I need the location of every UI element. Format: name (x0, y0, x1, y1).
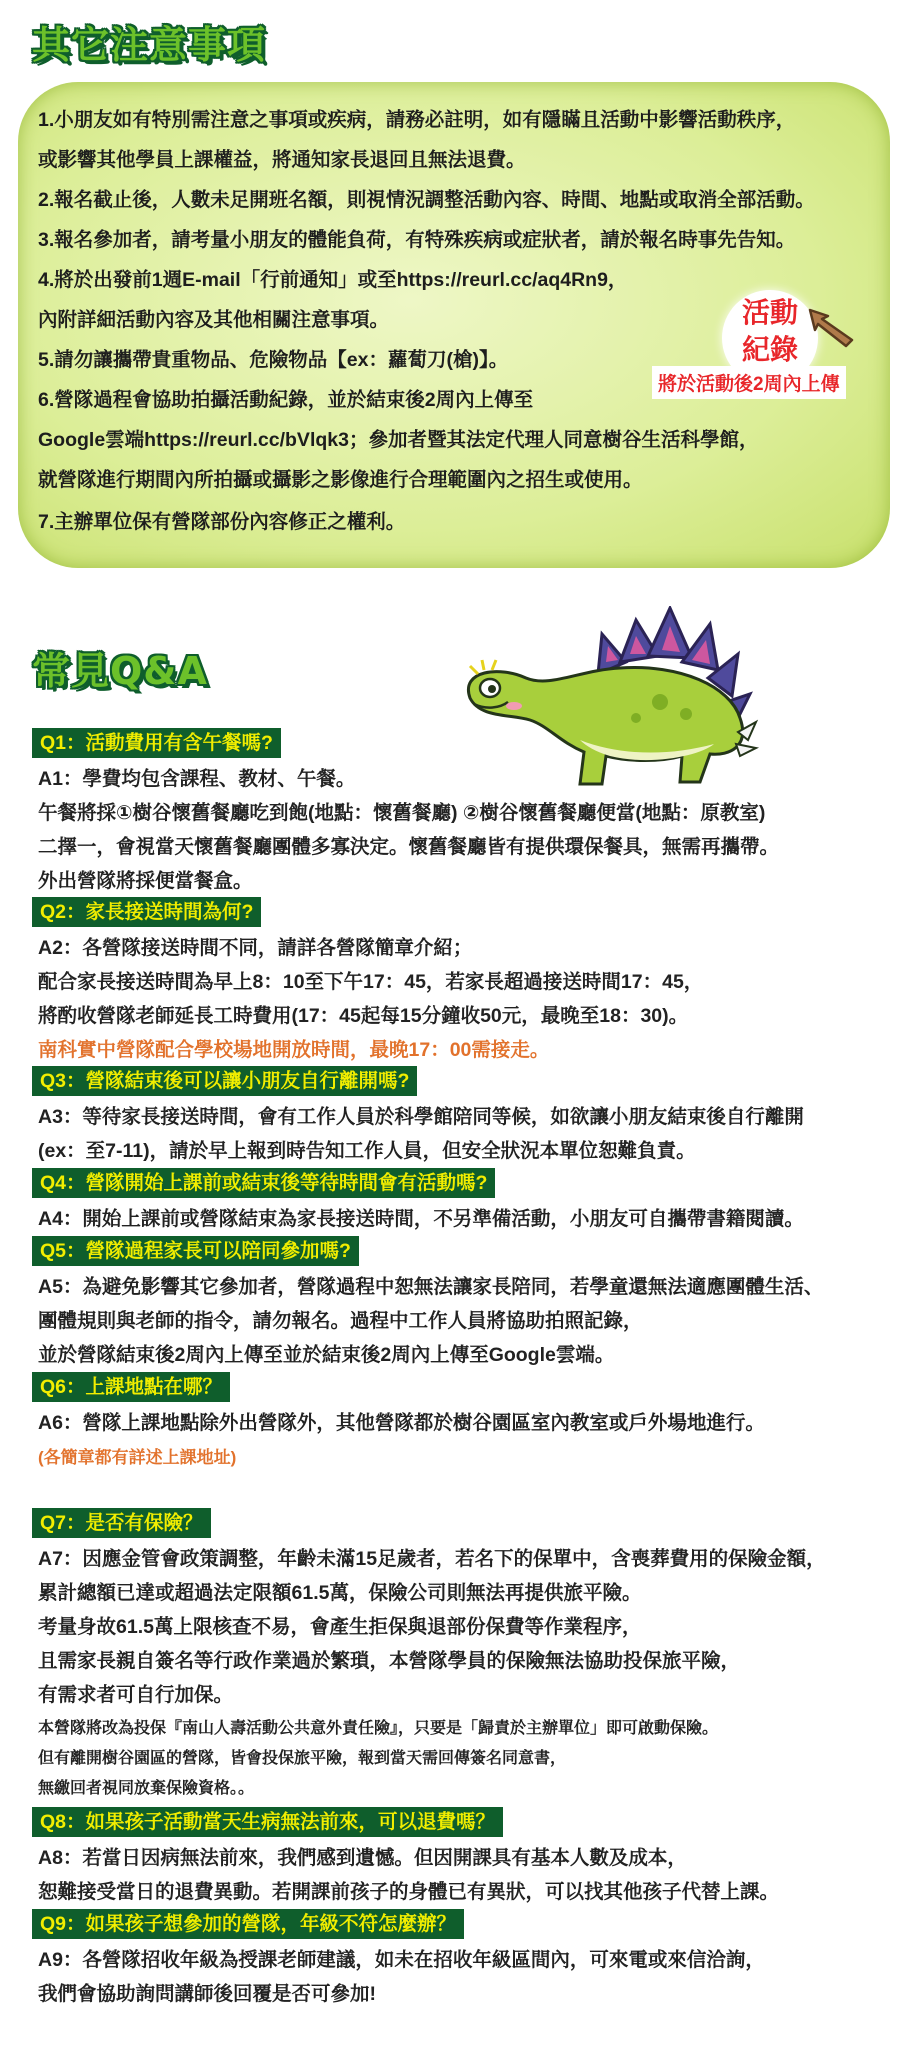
question-q3: Q3：營隊結束後可以讓小朋友自行離開嗎? (32, 1066, 417, 1096)
answer-line: 考量身故61.5萬上限核查不易，會產生拒保與退部份保費等作業程序， (38, 1616, 642, 1638)
answer-line: A5：為避免影響其它參加者，營隊過程中恕無法讓家長陪同，若學童還無法適應團體生活、 (38, 1276, 824, 1298)
note-line: 5.請勿讓攜帶貴重物品、危險物品【ex：蘿蔔刀(槍)】。 (38, 349, 509, 371)
answer-line: 且需家長親自簽名等行政作業過於繁瑣，本營隊學員的保險無法協助投保旅平險， (38, 1650, 741, 1672)
answer-fine-print: 本營隊將改為投保『南山人壽活動公共意外責任險』，只要是「歸責於主辦單位」即可啟動保險。 (38, 1720, 719, 1737)
answer-line: A8：若當日因病無法前來，我們感到遺憾。但因開課具有基本人數及成本， (38, 1847, 687, 1869)
cursor-arrow-icon (806, 306, 862, 353)
answer-fine-print: 但有離開樹谷園區的營隊，皆會投保旅平險，報到當天需回傳簽名同意書， (38, 1750, 567, 1767)
answer-line: 我們會協助詢問講師後回覆是否可參加! (38, 1983, 376, 2005)
answer-fine-print: 無繳回者視同放棄保險資格。。 (38, 1780, 255, 1797)
note-line: 2.報名截止後，人數未足開班名額，則視情況調整活動內容、時間、地點或取消全部活動。 (38, 189, 815, 211)
question-q4: Q4：營隊開始上課前或結束後等待時間會有活動嗎? (32, 1168, 495, 1198)
answer-line: A7：因應金管會政策調整，年齡未滿15足歲者，若名下的保單中，含喪葬費用的保險金額， (38, 1548, 826, 1570)
question-q8: Q8：如果孩子活動當天生病無法前來，可以退費嗎？ (32, 1807, 503, 1837)
answer-line: 二擇一，會視當天懷舊餐廳團體多寡決定。懷舊餐廳皆有提供環保餐具，無需再攜帶。 (38, 836, 780, 858)
answer-line: 午餐將採①樹谷懷舊餐廳吃到飽(地點：懷舊餐廳) ②樹谷懷舊餐廳便當(地點：原教室) (38, 802, 766, 824)
question-q2: Q2：家長接送時間為何? (32, 897, 261, 927)
question-q9: Q9：如果孩子想參加的營隊，年級不符怎麼辦？ (32, 1909, 464, 1939)
answer-line: A2：各營隊接送時間不同，請詳各營隊簡章介紹； (38, 937, 473, 959)
note-line: 7.主辦單位保有營隊部份內容修正之權利。 (38, 511, 406, 533)
note-line: 3.報名參加者，請考量小朋友的體能負荷，有特殊疾病或症狀者，請於報名時事先告知。 (38, 229, 796, 251)
answer-line: (ex：至7-11)，請於早上報到時告知工作人員，但安全狀況本單位恕難負責。 (38, 1140, 696, 1162)
answer-line: A3：等待家長接送時間，會有工作人員於科學館陪同等候，如欲讓小朋友結束後自行離開 (38, 1106, 804, 1128)
badge-line-1: 活動 (741, 296, 798, 329)
answer-line: A1：學費均包含課程、教材、午餐。 (38, 768, 356, 790)
note-line: 就營隊進行期間內所拍攝或攝影之影像進行合理範圍內之招生或使用。 (38, 469, 643, 491)
answer-note: (各簡章都有詳述上課地址) (38, 1448, 237, 1467)
answer-line: A4：開始上課前或營隊結束為家長接送時間，不另準備活動，小朋友可自攜帶書籍閱讀。 (38, 1208, 804, 1230)
answer-line: 並於營隊結束後2周內上傳至並於結束後2周內上傳至Google雲端。 (38, 1344, 615, 1366)
activity-record-caption: 將於活動後2周內上傳 (652, 366, 846, 399)
note-line: 4.將於出發前1週E-mail「行前通知」或至https://reurl.cc/aq4Rn9， (38, 269, 628, 291)
answer-line: 有需求者可自行加保。 (38, 1684, 234, 1706)
badge-line-2: 紀錄 (741, 333, 798, 366)
answer-line: 配合家長接送時間為早上8：10至下午17：45，若家長超過接送時間17：45， (38, 971, 704, 993)
answer-line: A9：各營隊招收年級為授課老師建議，如未在招收年級區間內，可來電或來信洽詢， (38, 1949, 765, 1971)
note-line: 1.小朋友如有特別需注意之事項或疾病，請務必註明，如有隱瞞且活動中影響活動秩序， (38, 109, 796, 131)
answer-line: A6：營隊上課地點除外出營隊外，其他營隊都於樹谷園區室內教室或戶外場地進行。 (38, 1412, 765, 1434)
answer-line: 累計總額已達或超過法定限額61.5萬，保險公司則無法再提供旅平險。 (38, 1582, 642, 1604)
note-line: 內附詳細活動內容及其他相關注意事項。 (38, 309, 390, 331)
answer-line: 團體規則與老師的指令，請勿報名。過程中工作人員將協助拍照記錄， (38, 1310, 643, 1332)
note-line: Google雲端https://reurl.cc/bVlqk3；參加者暨其法定代理人同意樹谷生活科學館， (38, 429, 759, 451)
note-line: 6.營隊過程會協助拍攝活動紀錄，並於結束後2周內上傳至 (38, 389, 534, 411)
stegosaurus-illustration (430, 606, 760, 801)
question-q1: Q1：活動費用有含午餐嗎? (32, 728, 281, 758)
answer-line: 外出營隊將採便當餐盒。 (38, 870, 253, 892)
qa-section-title: 常見Q&A (32, 649, 208, 693)
note-line: 或影響其他學員上課權益，將通知家長退回且無法退費。 (38, 149, 526, 171)
answer-note: 南科實中營隊配合學校場地開放時間，最晚17：00需接走。 (38, 1039, 550, 1061)
notes-section-title: 其它注意事項 (32, 23, 267, 67)
answer-line: 恕難接受當日的退費異動。若開課前孩子的身體已有異狀，可以找其他孩子代替上課。 (38, 1881, 780, 1903)
question-q7: Q7：是否有保險？ (32, 1508, 211, 1538)
question-q6: Q6：上課地點在哪？ (32, 1372, 230, 1402)
question-q5: Q5：營隊過程家長可以陪同參加嗎? (32, 1236, 359, 1266)
activity-record-label (722, 294, 818, 368)
answer-line: 將酌收營隊老師延長工時費用(17：45起每15分鐘收50元，最晚至18：30)。 (38, 1005, 689, 1027)
